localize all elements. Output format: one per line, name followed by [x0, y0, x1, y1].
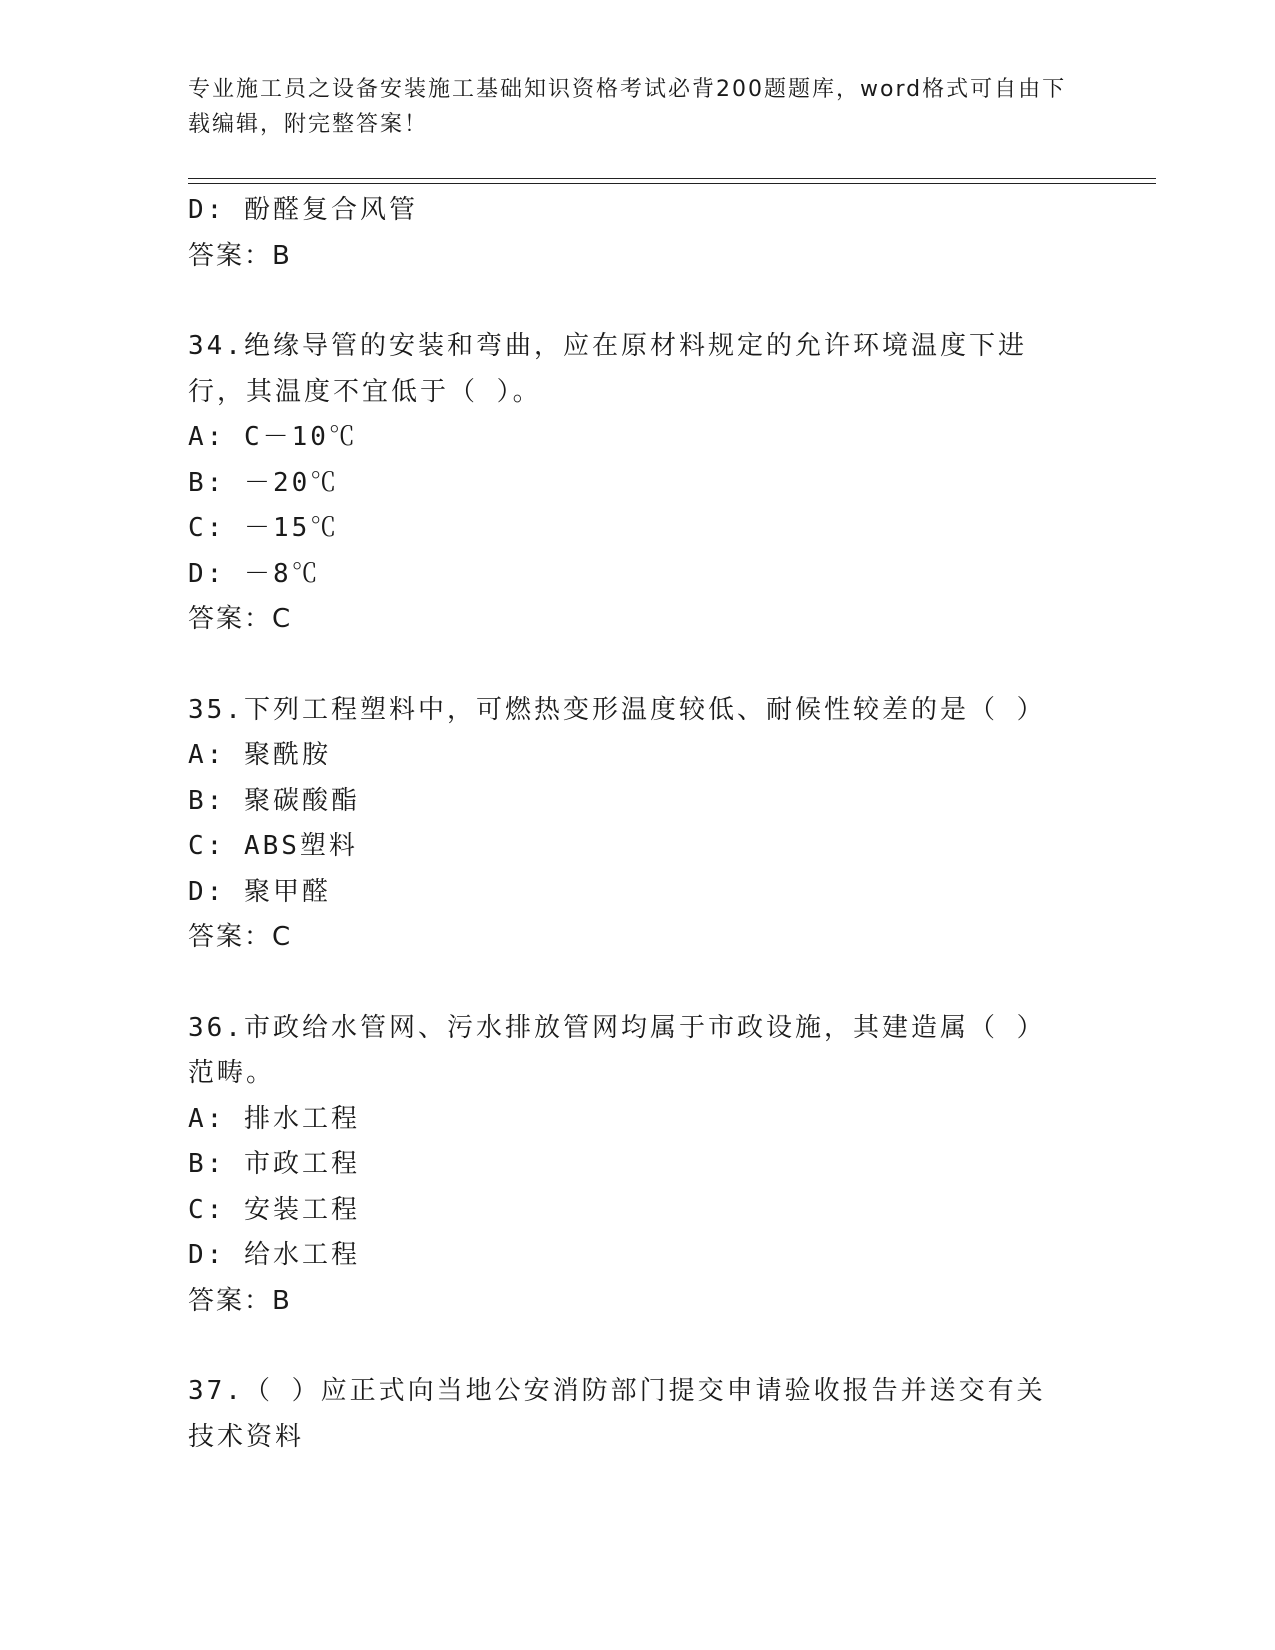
- answer-line: 答案：B: [188, 1285, 292, 1316]
- answer-line: 答案：C: [188, 922, 293, 952]
- option-d: D: 聚甲醛: [188, 876, 331, 907]
- answer-line: 答案：B: [188, 240, 292, 271]
- page-header: 专业施工员之设备安装施工基础知识资格考试必背200题题库，word格式可自由下载编辑，附完整答案！: [188, 77, 1067, 137]
- question-stem: 34.绝缘导管的安装和弯曲，应在原材料规定的允许环境温度下进行，其温度不宜低于（ ）。: [188, 331, 1027, 407]
- option-d: D: －8℃: [188, 558, 321, 589]
- answer-line: 答案：C: [188, 604, 293, 634]
- option-c: C: ABS塑料: [188, 831, 358, 861]
- option-c: C: 安装工程: [188, 1194, 360, 1225]
- option-a: A: 聚酰胺: [188, 740, 331, 770]
- option-a: A: 排水工程: [188, 1103, 360, 1134]
- question-37: [188, 1369, 1068, 1460]
- question-34: [188, 324, 1068, 643]
- question-stem: 35.下列工程塑料中，可燃热变形温度较低、耐候性较差的是（ ）: [188, 694, 1046, 725]
- question-35: [188, 688, 1068, 961]
- option-a: A: C－10℃: [188, 422, 358, 452]
- option-d: D: 酚醛复合风管: [188, 195, 418, 225]
- question-36: [188, 1006, 1068, 1325]
- option-c: C: －15℃: [188, 513, 340, 543]
- option-d: D: 给水工程: [188, 1240, 360, 1270]
- option-b: B: 聚碳酸酯: [188, 785, 360, 816]
- option-b: B: 市政工程: [188, 1149, 360, 1179]
- option-b: B: －20℃: [188, 467, 340, 498]
- header-rule-bottom: [188, 183, 1156, 184]
- question-stem: 36.市政给水管网、污水排放管网均属于市政设施，其建造属（ ）范畴。: [188, 1012, 1046, 1088]
- header-rule-top: [188, 178, 1156, 179]
- question-content: [188, 188, 1068, 1460]
- question-stem: 37.（ ）应正式向当地公安消防部门提交申请验收报告并送交有关技术资料: [188, 1376, 1046, 1452]
